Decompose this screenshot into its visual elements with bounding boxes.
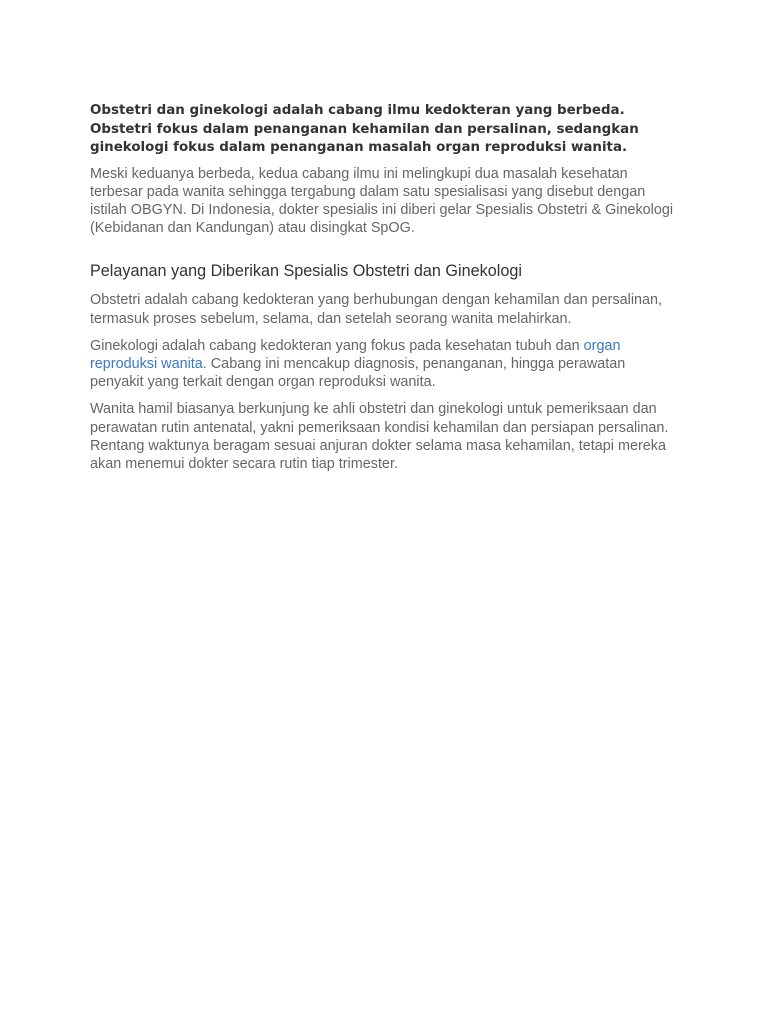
paragraph-obstetri: Obstetri adalah cabang kedokteran yang berhubungan dengan kehamilan dan persalinan, termasuk proses sebelum, selama, dan setelah seorang wanita melahirkan. (90, 292, 663, 327)
section-heading: Pelayanan yang Diberikan Spesialis Obstetri dan Ginekologi (90, 262, 522, 281)
organ-reproduksi-link[interactable]: organ reproduksi wanita (90, 337, 621, 372)
paragraph-ginekologi (90, 337, 678, 392)
paragraph-obgyn: Meski keduanya berbeda, kedua cabang ilmu ini melingkupi dua masalah kesehatan terbesar pada wanita sehingga tergabung dalam satu spesialisasi yang disebut dengan istilah OBGYN. Di Indonesia, dokter spesialis ini diberi gelar Spesialis Obstetri & Ginekologi (Kebidanan dan Kandungan) atau disingkat SpOG. (90, 165, 674, 237)
intro-paragraph: Obstetri dan ginekologi adalah cabang ilmu kedokteran yang berbeda. Obstetri fokus dalam penanganan kehamilan dan persalinan, sedangkan ginekologi fokus dalam penanganan masalah organ reproduksi wanita. (90, 103, 639, 155)
paragraph-ginekologi-text-end: . Cabang ini mencakup diagnosis, penanganan, hingga perawatan penyakit yang terkait dengan organ reproduksi wanita. (90, 355, 626, 391)
paragraph-ginekologi-text-start: Ginekologi adalah cabang kedokteran yang fokus pada kesehatan tubuh dan (90, 337, 584, 354)
paragraph-kunjungan: Wanita hamil biasanya berkunjung ke ahli obstetri dan ginekologi untuk pemeriksaan dan perawatan rutin antenatal, yakni pemeriksaan kondisi kehamilan dan persiapan persalinan. Rentang waktunya beragam sesuai anjuran dokter selama masa kehamilan, tetapi mereka akan menemui dokter secara rutin tiap trimester. (90, 401, 669, 472)
